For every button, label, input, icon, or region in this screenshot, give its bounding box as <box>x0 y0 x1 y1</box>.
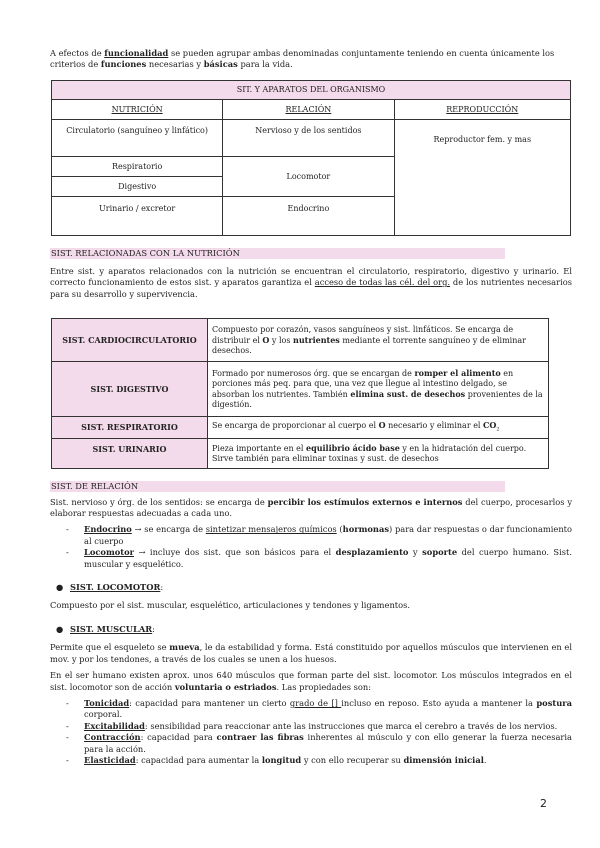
cell-circulatorio: Circulatorio (sanguíneo y linfático) <box>52 119 223 156</box>
nutricion-heading: SIST. RELACIONADAS CON LA NUTRICIÓN <box>50 248 505 259</box>
row-desc-respiratorio: Se encarga de proporcionar al cuerpo el O necesario y eliminar el $CO_2$ <box>208 417 549 439</box>
page-number: 2 <box>540 797 547 810</box>
row-desc-urinario: Pieza importante en el equilibrio ácido base y en la hidratación del cuerpo. Sirve también para eliminar toxinas y sust. de desechos <box>208 438 549 468</box>
list-item-excitabilidad: - Excitabilidad: sensibilidad para reaccionar ante las instrucciones que marca el cerebro a través de los nervios. <box>66 720 558 731</box>
list-item-tonicidad: - Tonicidad: capacidad para mantener un cierto grado de [] incluso en reposo. Esto ayuda a mantener la postura corporal. <box>66 697 572 720</box>
locomotor-heading: ● SIST. LOCOMOTOR: <box>56 582 164 593</box>
document-page <box>50 48 572 766</box>
cell-digestivo: Digestivo <box>52 176 223 196</box>
row-key-urinario: SIST. URINARIO <box>52 438 208 468</box>
cell-respiratorio: Respiratorio <box>52 156 223 176</box>
list-item-endocrino: - Endocrino → se encarga de sintetizar mensajeros químicos (hormonas) para dar respuestas o dar funcionamiento al cuerpo <box>66 524 572 546</box>
row-desc-cardiocirculatorio: Compuesto por corazón, vasos sanguíneos y sist. linfáticos. Se encarga de distribuir el O y los nutrientes mediante el torrente sanguíneo y de eliminar desechos. <box>208 319 549 362</box>
relacion-list <box>50 524 572 570</box>
row-key-cardiocirculatorio: SIST. CARDIOCIRCULATORIO <box>52 319 208 362</box>
list-item-contraccion: - Contracción: capacidad para contraer las fibras inherentes al músculo y con ello generar la fuerza necesaria para la acción. <box>66 732 572 754</box>
row-desc-digestivo: Formado por numerosos órg. que se encargan de romper el alimento en porciones más peq. para que, una vez que llegue al intestino delgado, se absorban los nutrientes. También elimina sust. de desechos provenientes de la digestión. <box>208 362 549 417</box>
muscular-heading: ● SIST. MUSCULAR: <box>56 623 155 634</box>
nutrition-systems-table <box>51 318 549 469</box>
header-nutricion: NUTRICIÓN <box>52 99 223 119</box>
table-title: SIT. Y APARATOS DEL ORGANISMO <box>52 80 571 99</box>
list-item-elasticidad: - Elasticidad: capacidad para aumentar la longitud y con ello recuperar su dimensión inicial. <box>66 754 487 765</box>
muscle-properties-list <box>50 698 572 766</box>
cell-endocrino: Endocrino <box>223 196 394 235</box>
cell-reproductor: Reproductor fem. y mas <box>394 119 570 235</box>
relacion-paragraph: Sist. nervioso y órg. de los sentidos: se encarga de percibir los estímulos externos e internos del cuerpo, procesarlos y elaborar respuestas adecuadas a cada uno. <box>50 496 573 519</box>
cell-nervioso: Nervioso y de los sentidos <box>223 119 394 156</box>
header-relacion: RELACIÓN <box>223 99 394 119</box>
organism-systems-table <box>51 80 571 236</box>
locomotor-paragraph: Compuesto por el sist. muscular, esquelético, articulaciones y tendones y ligamentos. <box>50 600 411 611</box>
muscular-paragraph-2: En el ser humano existen aprox. unos 640 músculos que forman parte del sist. locomotor. Los músculos integrados en el sist. locomotor son de acción voluntaria o estriados. Las propiedades son: <box>50 670 572 692</box>
list-item-locomotor: - Locomotor → incluye dos sist. que son básicos para el desplazamiento y soporte del cuerpo humano. Sist. muscular y esquelético. <box>66 547 573 569</box>
relacion-heading: SIST. DE RELACIÓN <box>50 481 505 492</box>
intro-paragraph: A efectos de funcionalidad se pueden agrupar ambas denominadas conjuntamente teniendo en cuenta únicamente los criterios de funciones necesarias y básicas para la vida. <box>50 48 555 70</box>
muscular-paragraph-1: Permite que el esqueleto se mueva, le da estabilidad y forma. Está constituido por aquellos músculos que intervienen en el mov. y por los tendones, a través de los cuales se unen a los huesos. <box>50 642 572 664</box>
nutricion-paragraph: Entre sist. y aparatos relacionados con la nutrición se encuentran el circulatorio, respiratorio, digestivo y urinario. El correcto funcionamiento de estos sist. y aparatos garantiza el acceso de todas las cél. del org. de los nutrientes necesarios para su desarrollo y supervivencia. <box>50 265 572 299</box>
row-key-digestivo: SIST. DIGESTIVO <box>52 362 208 417</box>
header-reproduccion: REPRODUCCIÓN <box>394 99 570 119</box>
cell-urinario: Urinario / excretor <box>52 196 223 235</box>
row-key-respiratorio: SIST. RESPIRATORIO <box>52 417 208 439</box>
cell-locomotor: Locomotor <box>223 156 394 196</box>
